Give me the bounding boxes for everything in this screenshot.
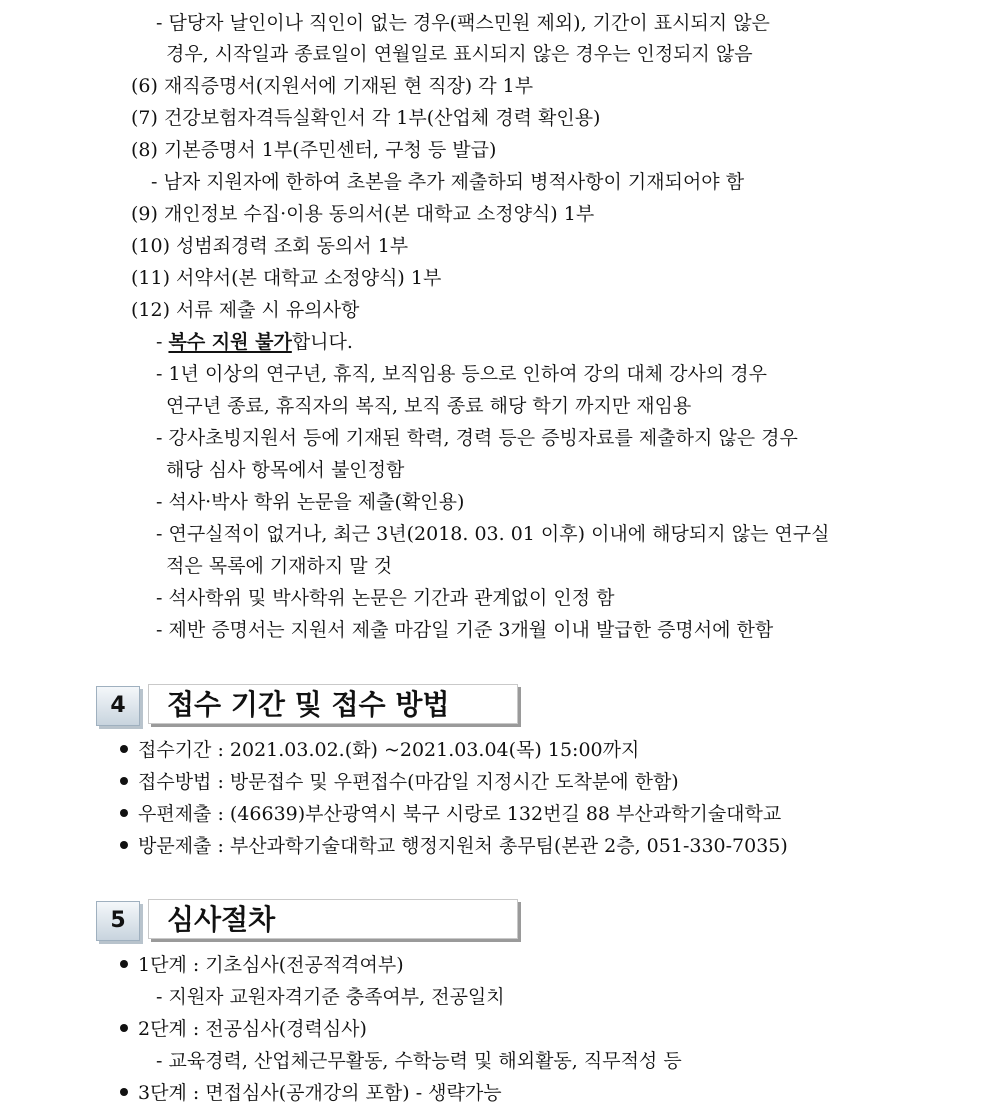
section-5-step-2-note: - 교육경력, 산업체근무활동, 수학능력 및 해외활동, 직무적성 등: [156, 1050, 682, 1072]
note-evidence-line-2: 해당 심사 항목에서 불인정함: [166, 459, 405, 481]
note-certificates: - 제반 증명서는 지원서 제출 마감일 기준 3개월 이내 발급한 증명서에 한함: [156, 619, 774, 641]
bullet-text: 우편제출 : (46639)부산광역시 북구 시랑로 132번길 88 부산과학기술대학교: [138, 803, 782, 825]
section-5-title: 심사절차: [148, 899, 518, 939]
seal-note-line-1: - 담당자 날인이나 직인이 없는 경우(팩스민원 제외), 기간이 표시되지 않은: [156, 12, 770, 34]
section-4-bullet-visit: [120, 833, 788, 859]
note-substitute-line-2: 연구년 종료, 휴직자의 복직, 보직 종료 해당 학기 까지만 재임용: [166, 395, 692, 417]
requirement-item-11: (11) 서약서(본 대학교 소정양식) 1부: [131, 267, 442, 289]
note-thesis: - 석사·박사 학위 논문을 제출(확인용): [156, 491, 465, 513]
bullet-icon: [120, 960, 128, 968]
note-substitute-line-1: - 1년 이상의 연구년, 휴직, 보직임용 등으로 인하여 강의 대체 강사의 경우: [156, 363, 767, 385]
section-5-step-2: [120, 1016, 367, 1042]
note-evidence-line-1: - 강사초빙지원서 등에 기재된 학력, 경력 등은 증빙자료를 제출하지 않은 경우: [156, 427, 798, 449]
note-degree-thesis: - 석사학위 및 박사학위 논문은 기간과 관계없이 인정 함: [156, 587, 615, 609]
seal-note-line-2: 경우, 시작일과 종료일이 연월일로 표시되지 않은 경우는 인정되지 않음: [166, 43, 753, 65]
bullet-icon: [120, 745, 128, 753]
requirement-item-10: (10) 성범죄경력 조회 동의서 1부: [131, 235, 409, 257]
emphasis-text: 복수 지원 불가: [168, 331, 292, 353]
note-suffix: 합니다.: [291, 331, 353, 353]
section-5-step-1: [120, 952, 404, 978]
section-4-bullet-method: [120, 769, 679, 795]
step-text: 1단계 : 기초심사(전공적격여부): [138, 954, 404, 976]
requirement-item-7: (7) 건강보험자격득실확인서 각 1부(산업체 경력 확인용): [131, 107, 601, 129]
note-no-multiple-applications: [156, 329, 353, 355]
note-prefix: -: [156, 331, 169, 353]
bullet-icon: [120, 841, 128, 849]
bullet-icon: [120, 1088, 128, 1096]
bullet-text: 접수기간 : 2021.03.02.(화) ~2021.03.04(목) 15:00까지: [138, 739, 640, 761]
section-4-number: 4: [96, 686, 140, 726]
section-5-step-3: [120, 1080, 502, 1106]
requirement-item-9: (9) 개인정보 수집·이용 동의서(본 대학교 소정양식) 1부: [131, 203, 595, 225]
bullet-text: 방문제출 : 부산과학기술대학교 행정지원처 총무팀(본관 2층, 051-330-7035): [138, 835, 788, 857]
section-5-number: 5: [96, 901, 140, 941]
step-text: 3단계 : 면접심사(공개강의 포함) - 생략가능: [138, 1082, 502, 1104]
section-4-title: 접수 기간 및 접수 방법: [148, 684, 518, 724]
section-5-step-1-note: - 지원자 교원자격기준 충족여부, 전공일치: [156, 986, 505, 1008]
bullet-icon: [120, 809, 128, 817]
section-4-bullet-period: [120, 737, 639, 763]
bullet-icon: [120, 777, 128, 785]
section-4-bullet-mail: [120, 801, 781, 827]
requirement-item-12: (12) 서류 제출 시 유의사항: [131, 299, 360, 321]
requirement-item-6: (6) 재직증명서(지원서에 기재된 현 직장) 각 1부: [131, 75, 534, 97]
bullet-text: 접수방법 : 방문접수 및 우편접수(마감일 지정시간 도착분에 한함): [138, 771, 679, 793]
requirement-item-8-note: - 남자 지원자에 한하여 초본을 추가 제출하되 병적사항이 기재되어야 함: [151, 171, 745, 193]
bullet-icon: [120, 1024, 128, 1032]
requirement-item-8: (8) 기본증명서 1부(주민센터, 구청 등 발급): [131, 139, 497, 161]
note-research-line-2: 적은 목록에 기재하지 말 것: [166, 555, 393, 577]
note-research-line-1: - 연구실적이 없거나, 최근 3년(2018. 03. 01 이후) 이내에 해당되지 않는 연구실: [156, 523, 830, 545]
step-text: 2단계 : 전공심사(경력심사): [138, 1018, 367, 1040]
